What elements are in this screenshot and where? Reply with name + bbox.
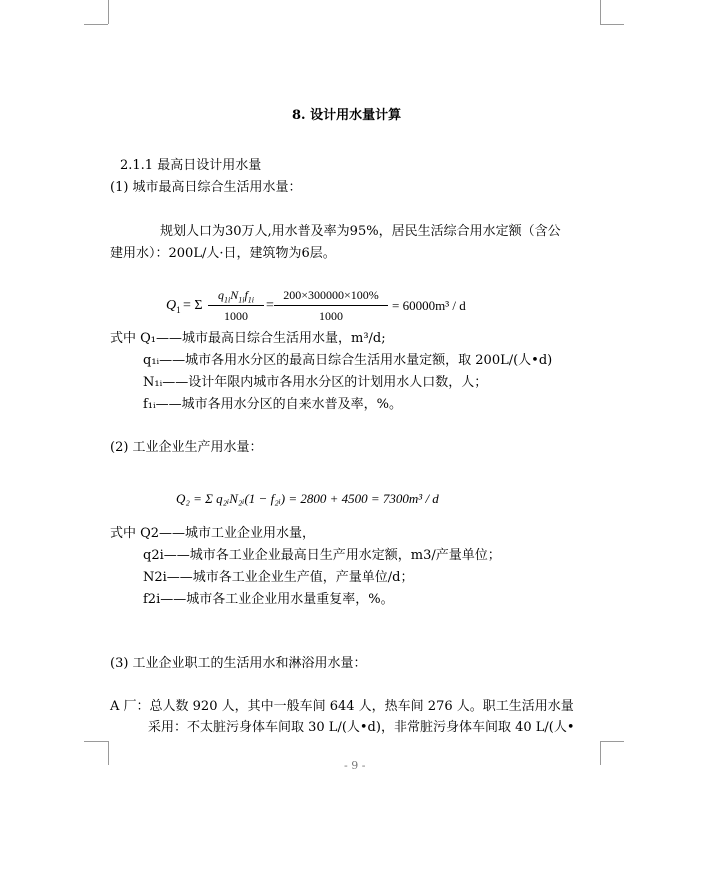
section-heading: 2.1.1 最高日设计用水量 — [120, 158, 262, 173]
formula-1-sum: = Σ — [183, 298, 203, 313]
document-title: 8. 设计用水量计算 — [292, 108, 402, 123]
paragraph-3-line-1: A 厂：总人数 920 人，其中一般车间 644 人，热车间 276 人。职工生活用水量 — [110, 699, 574, 714]
definition-1-line-1: 式中 Q₁——城市最高日综合生活用水量，m³/d; — [110, 331, 386, 346]
page-number: - 9 - — [344, 759, 366, 772]
formula-1-numerator-2: 200×300000×100% — [283, 288, 379, 302]
paragraph-3-line-2: 采用：不太脏污身体车间取 30 L/(人•d)，非常脏污身体车间取 40 L/(人• — [148, 720, 575, 735]
definition-2-line-3: N2i——城市各工业企业生产值，产量单位/d； — [143, 570, 414, 585]
definition-1-line-3: N₁ᵢ——设计年限内城市各用水分区的计划用水人口数，人； — [143, 375, 488, 390]
item-1-heading: (1) 城市最高日综合生活用水量： — [110, 180, 302, 195]
formula-1-result: = 60000m³ / d — [392, 298, 466, 313]
definition-1-line-4: f₁ᵢ——城市各用水分区的自来水普及率，%。 — [143, 397, 402, 412]
paragraph-1-line-2: 建用水）：200L/人·日，建筑物为6层。 — [110, 246, 336, 261]
formula-1-equals: = — [266, 298, 274, 313]
definition-1-line-2: q₁ᵢ——城市各用水分区的最高日综合生活用水量定额，取 200L/(人•d) — [143, 353, 553, 368]
paragraph-1-line-1: 规划人口为30万人,用水普及率为95%，居民生活综合用水定额（含公 — [160, 224, 561, 239]
definition-2-line-1: 式中 Q2——城市工业企业用水量， — [110, 526, 316, 541]
formula-2: Q₂ = Σ q₂ᵢN₂ᵢ(1 − f₂ᵢ) = 2800 + 4500 = 7300m³ / d — [176, 491, 439, 506]
formula-1-denominator-2: 1000 — [319, 309, 343, 323]
formula-1-lhs: $Q_1$ — [166, 298, 181, 315]
item-3-heading: (3) 工业企业职工的生活用水和淋浴用水量： — [110, 656, 367, 671]
formula-1-numerator-1: $q_{1i}N_{1i}f_{1i}$ — [217, 288, 255, 305]
definition-2-line-2: q2i——城市各工业企业最高日生产用水定额，m3/产量单位； — [143, 548, 501, 563]
formula-1-fraction-bar-2 — [274, 305, 388, 306]
definition-2-line-4: f2i——城市各工业企业用水量重复率，%。 — [143, 592, 394, 607]
item-2-heading: (2) 工业企业生产用水量： — [110, 440, 263, 455]
formula-1-fraction-bar-1 — [208, 305, 264, 306]
formula-1-denominator-1: 1000 — [224, 309, 248, 323]
